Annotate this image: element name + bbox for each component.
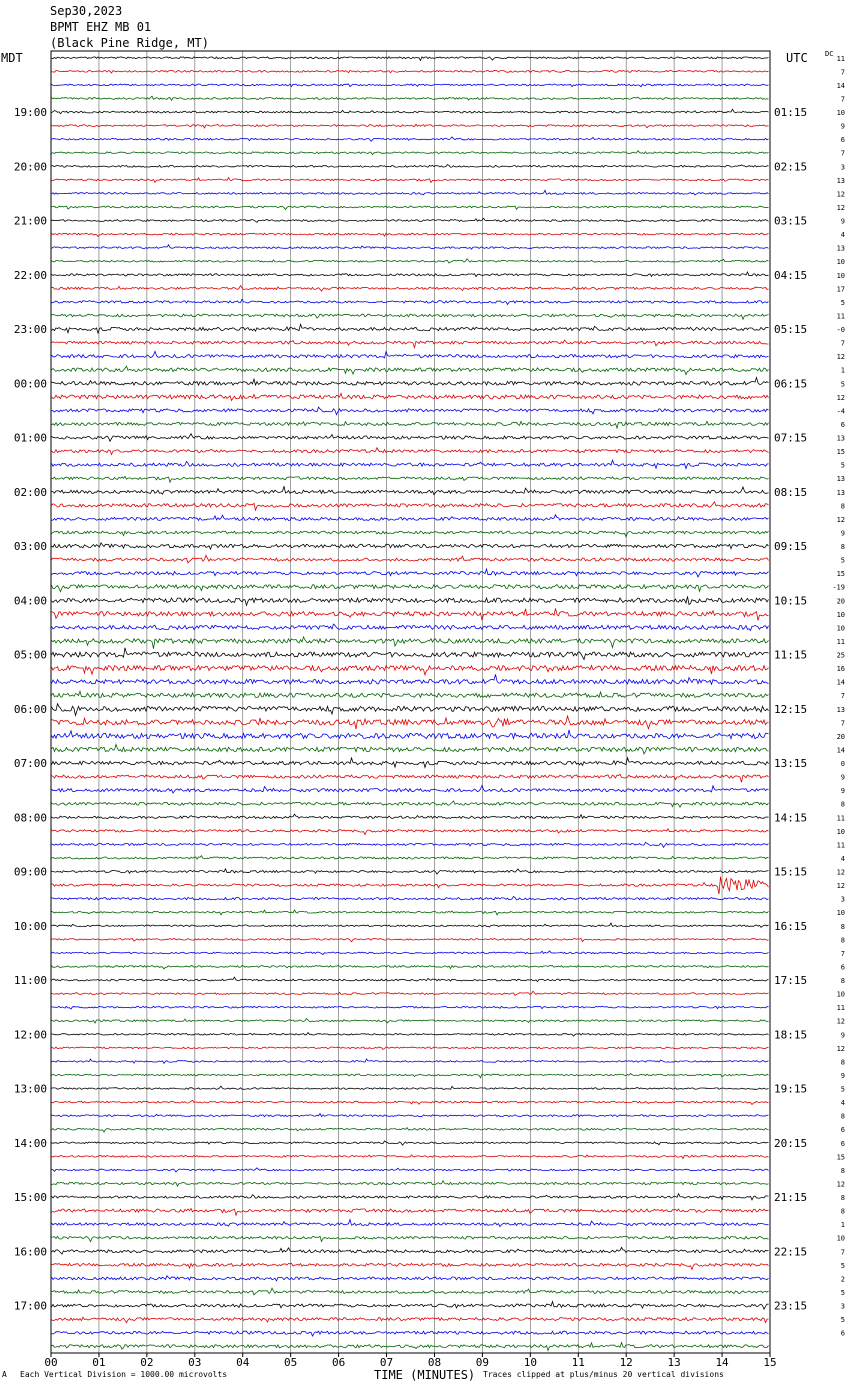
x-axis-ticks: [44, 1353, 776, 1369]
dc-offset-value: -4: [836, 407, 845, 416]
trace-line: [52, 109, 769, 114]
trace-line: [52, 1059, 769, 1063]
trace-line: [52, 165, 769, 168]
trace-line: [52, 1086, 769, 1089]
right-time-label: 10:15: [774, 594, 808, 608]
dc-offset-value: 14: [836, 678, 845, 687]
trace-line: [52, 829, 769, 835]
dc-offset-value: 8: [840, 977, 845, 986]
trace-line: [52, 407, 769, 415]
right-time-label: 22:15: [774, 1245, 808, 1259]
dc-offset-value: 16: [836, 665, 845, 674]
dc-offset-value: -19: [832, 583, 845, 592]
dc-offset-value: 7: [840, 692, 845, 701]
right-time-label: 23:15: [774, 1299, 808, 1313]
dc-offset-value: 1: [840, 366, 845, 375]
dc-offset-value: 6: [840, 136, 845, 145]
right-time-label: 05:15: [774, 323, 808, 337]
seismic-traces: [52, 57, 769, 1351]
dc-offset-value: 5: [840, 380, 845, 389]
trace-line: [52, 730, 769, 739]
left-time-label: 11:00: [13, 974, 47, 988]
trace-line: [52, 814, 769, 818]
trace-line: [52, 1236, 769, 1241]
trace-line: [52, 486, 769, 495]
dc-offset-value: 12: [836, 353, 845, 362]
dc-offset-value: 14: [836, 81, 845, 90]
trace-line: [52, 1208, 769, 1215]
left-time-label: 09:00: [13, 865, 47, 879]
dc-offset-value: 9: [840, 1071, 845, 1080]
trace-line: [52, 1019, 769, 1023]
dc-offset-value: 7: [840, 949, 845, 958]
trace-line: [52, 1302, 769, 1310]
dc-offset-value: 25: [836, 651, 845, 660]
dc-offset-value: 4: [840, 231, 845, 240]
right-time-label: 02:15: [774, 160, 808, 174]
right-time-label: 12:15: [774, 702, 808, 716]
x-tick-label: 03: [188, 1356, 202, 1369]
trace-line: [52, 1247, 769, 1254]
x-tick-label: 05: [284, 1356, 298, 1369]
trace-line: [52, 286, 769, 292]
dc-offset-value: 11: [836, 1004, 845, 1013]
x-tick-label: 14: [715, 1356, 729, 1369]
dc-offset-value: 8: [840, 922, 845, 931]
left-time-label: 17:00: [13, 1299, 47, 1313]
trace-line: [52, 896, 769, 899]
left-time-label: 02:00: [13, 485, 47, 499]
trace-line: [52, 272, 769, 277]
dc-offset-value: 10: [836, 909, 845, 918]
dc-offset-value: 13: [836, 475, 845, 484]
trace-line: [52, 785, 769, 793]
trace-line: [52, 1276, 769, 1281]
dc-offset-value: 7: [840, 339, 845, 348]
dc-offset-value: 10: [836, 258, 845, 267]
trace-line: [52, 1288, 769, 1295]
dc-offset-value: 10: [836, 624, 845, 633]
right-time-label: 07:15: [774, 431, 808, 445]
x-tick-label: 12: [619, 1356, 633, 1369]
trace-line: [52, 1168, 769, 1172]
trace-line: [52, 233, 769, 236]
footer-mark: A: [2, 1370, 7, 1379]
trace-line: [52, 1331, 769, 1336]
trace-line: [52, 637, 769, 649]
trace-line: [52, 218, 769, 222]
trace-line: [52, 869, 769, 874]
trace-line: [52, 434, 769, 442]
trace-line: [52, 259, 769, 263]
dc-offset-value: 8: [840, 502, 845, 511]
trace-line: [52, 393, 769, 400]
dc-offset-value: 11: [836, 312, 845, 321]
right-timezone-label: UTC: [786, 51, 808, 65]
right-time-label: 14:15: [774, 811, 808, 825]
x-tick-label: 00: [44, 1356, 58, 1369]
dc-offset-value: 8: [840, 936, 845, 945]
trace-line: [52, 543, 769, 549]
dc-offset-value: 6: [840, 1139, 845, 1148]
dc-offset-labels: [832, 55, 845, 1338]
left-time-label: 03:00: [13, 540, 47, 554]
trace-line: [52, 1114, 769, 1117]
dc-offset-value: 13: [836, 434, 845, 443]
x-tick-label: 11: [571, 1356, 585, 1369]
dc-offset-value: 7: [840, 68, 845, 77]
dc-offset-value: 8: [840, 543, 845, 552]
dc-offset-value: 10: [836, 1234, 845, 1243]
trace-line: [52, 555, 769, 563]
dc-offset-value: 13: [836, 176, 845, 185]
trace-line: [52, 774, 769, 782]
x-tick-label: 09: [475, 1356, 490, 1369]
trace-line: [52, 624, 769, 630]
dc-offset-value: 15: [836, 570, 845, 579]
left-time-label: 15:00: [13, 1191, 47, 1205]
left-time-labels: [14, 106, 47, 1313]
trace-line: [52, 569, 769, 577]
trace-line: [52, 340, 769, 348]
trace-line: [52, 460, 769, 469]
station-name: BPMT EHZ MB 01: [50, 20, 152, 34]
trace-line: [52, 704, 769, 716]
dc-offset-value: 10: [836, 827, 845, 836]
left-time-label: 23:00: [13, 323, 47, 337]
trace-line: [52, 1343, 769, 1351]
dc-offset-value: 1: [840, 1221, 845, 1230]
dc-offset-value: 9: [840, 1031, 845, 1040]
trace-line: [52, 991, 769, 995]
dc-offset-value: 5: [840, 1261, 845, 1270]
x-tick-label: 07: [379, 1356, 394, 1369]
left-time-label: 06:00: [13, 702, 47, 716]
right-time-label: 21:15: [774, 1191, 808, 1205]
trace-line: [52, 1128, 769, 1133]
left-time-label: 00:00: [13, 377, 47, 391]
dc-offset-value: 5: [840, 1085, 845, 1094]
dc-offset-value: 5: [840, 556, 845, 565]
trace-line: [52, 190, 769, 195]
right-time-label: 13:15: [774, 757, 808, 771]
dc-offset-value: 9: [840, 122, 845, 131]
dc-offset-value: 14: [836, 746, 845, 755]
left-time-label: 21:00: [13, 214, 47, 228]
dc-offset-value: 13: [836, 244, 845, 253]
dc-offset-value: 10: [836, 610, 845, 619]
trace-line: [52, 515, 769, 521]
trace-line: [52, 84, 769, 87]
trace-line: [52, 674, 769, 684]
dc-offset-value: 8: [840, 1058, 845, 1067]
x-tick-label: 08: [427, 1356, 442, 1369]
right-time-label: 11:15: [774, 648, 808, 662]
dc-offset-value: 12: [836, 1017, 845, 1026]
trace-line: [52, 608, 769, 620]
trace-line: [52, 137, 769, 141]
trace-line: [52, 324, 769, 333]
dc-offset-value: 6: [840, 963, 845, 972]
trace-line: [52, 951, 769, 955]
dc-offset-value: 5: [840, 1316, 845, 1325]
right-time-label: 19:15: [774, 1082, 808, 1096]
trace-line: [52, 448, 769, 455]
left-time-label: 14:00: [13, 1136, 47, 1150]
dc-offset-value: 4: [840, 854, 845, 863]
dc-offset-value: 12: [836, 203, 845, 212]
trace-line: [52, 1074, 769, 1078]
dc-offset-value: 9: [840, 217, 845, 226]
dc-offset-value: 8: [840, 1207, 845, 1216]
dc-offset-value: 3: [840, 1302, 845, 1311]
dc-offset-value: 5: [840, 1288, 845, 1297]
dc-offset-value: 12: [836, 393, 845, 402]
dc-offset-value: 10: [836, 271, 845, 280]
trace-line: [52, 57, 769, 61]
right-time-label: 06:15: [774, 377, 808, 391]
trace-line: [52, 596, 769, 605]
trace-line: [52, 206, 769, 210]
dc-offset-value: 10: [836, 990, 845, 999]
trace-line: [52, 314, 769, 319]
left-time-label: 05:00: [13, 648, 47, 662]
dc-offset-value: 12: [836, 1180, 845, 1189]
x-tick-label: 02: [140, 1356, 154, 1369]
right-time-label: 18:15: [774, 1028, 808, 1042]
trace-line: [52, 1100, 769, 1104]
dc-offset-value: 8: [840, 1112, 845, 1121]
dc-offset-value: 8: [840, 1166, 845, 1175]
trace-line: [52, 716, 769, 729]
left-time-label: 12:00: [13, 1028, 47, 1042]
trace-line: [52, 502, 769, 510]
trace-line: [52, 648, 769, 660]
x-tick-label: 15: [763, 1356, 777, 1369]
right-time-labels: [774, 106, 807, 1313]
dc-offset-value: 20: [836, 597, 845, 606]
clip-note: Traces clipped at plus/minus 20 vertical divisions: [483, 1370, 724, 1379]
trace-line: [52, 299, 769, 304]
dc-offset-value: 12: [836, 515, 845, 524]
dc-offset-value: 17: [836, 285, 845, 294]
dc-offset-value: 2: [840, 1275, 845, 1284]
dc-offset-value: 5: [840, 298, 845, 307]
trace-line: [52, 1194, 769, 1200]
left-time-label: 08:00: [13, 811, 47, 825]
trace-line: [52, 366, 769, 374]
right-time-label: 16:15: [774, 919, 808, 933]
scale-note: Each Vertical Division = 1000.00 microvolts: [20, 1370, 228, 1379]
trace-line: [52, 939, 769, 942]
trace-line: [52, 421, 769, 428]
right-time-label: 01:15: [774, 106, 808, 120]
right-time-label: 08:15: [774, 485, 808, 499]
trace-line: [52, 96, 769, 100]
x-tick-label: 10: [523, 1356, 537, 1369]
dc-label: DC: [825, 50, 834, 58]
dc-offset-value: 13: [836, 705, 845, 714]
trace-line: [52, 178, 769, 183]
trace-line: [52, 744, 769, 754]
trace-line: [52, 1006, 769, 1009]
x-tick-label: 01: [92, 1356, 106, 1369]
trace-line: [52, 758, 769, 768]
dc-offset-value: 4: [840, 1099, 845, 1108]
trace-line: [52, 1155, 769, 1159]
dc-offset-value: 11: [836, 637, 845, 646]
dc-offset-value: 12: [836, 190, 845, 199]
dc-offset-value: 8: [840, 1194, 845, 1203]
dc-offset-value: 7: [840, 719, 845, 728]
trace-line: [52, 801, 769, 807]
right-time-label: 20:15: [774, 1136, 808, 1150]
dc-offset-value: 5: [840, 461, 845, 470]
trace-line: [52, 476, 769, 482]
dc-offset-value: 15: [836, 1153, 845, 1162]
dc-offset-value: 11: [836, 814, 845, 823]
trace-line: [52, 1033, 769, 1037]
left-time-label: 20:00: [13, 160, 47, 174]
trace-line: [52, 910, 769, 915]
trace-line: [52, 1220, 769, 1227]
x-tick-label: 13: [667, 1356, 681, 1369]
dc-offset-value: 7: [840, 1248, 845, 1257]
trace-line: [52, 245, 769, 249]
left-time-label: 13:00: [13, 1082, 47, 1096]
dc-offset-value: 6: [840, 1329, 845, 1338]
right-time-label: 03:15: [774, 214, 808, 228]
dc-offset-value: 10: [836, 109, 845, 118]
trace-line: [52, 124, 769, 128]
trace-line: [52, 1263, 769, 1269]
dc-offset-value: 11: [836, 54, 845, 63]
dc-offset-value: 9: [840, 787, 845, 796]
trace-line: [52, 378, 769, 386]
trace-line: [52, 70, 769, 73]
trace-line: [52, 1181, 769, 1186]
left-time-label: 07:00: [13, 757, 47, 771]
left-time-label: 16:00: [13, 1245, 47, 1259]
x-tick-label: 04: [236, 1356, 250, 1369]
station-date: Sep30,2023: [50, 4, 123, 18]
trace-line: [52, 842, 769, 847]
trace-line: [52, 923, 769, 927]
dc-offset-value: 6: [840, 1126, 845, 1135]
plot-frame: [51, 51, 770, 1353]
dc-offset-value: 11: [836, 841, 845, 850]
trace-line: [52, 977, 769, 982]
trace-line: [52, 691, 769, 697]
dc-offset-value: 9: [840, 529, 845, 538]
left-time-label: 19:00: [13, 106, 47, 120]
left-timezone-label: MDT: [1, 51, 23, 65]
dc-offset-value: 7: [840, 149, 845, 158]
dc-offset-value: 15: [836, 448, 845, 457]
trace-line: [52, 966, 769, 969]
dc-offset-value: 12: [836, 1044, 845, 1053]
trace-line: [52, 666, 769, 675]
dc-offset-value: 7: [840, 95, 845, 104]
dc-offset-value: 13: [836, 488, 845, 497]
dc-offset-value: -0: [836, 326, 845, 335]
dc-offset-value: 9: [840, 773, 845, 782]
left-time-label: 01:00: [13, 431, 47, 445]
dc-offset-value: 3: [840, 895, 845, 904]
left-time-label: 22:00: [13, 268, 47, 282]
dc-offset-value: 12: [836, 882, 845, 891]
left-time-label: 04:00: [13, 594, 47, 608]
dc-offset-value: 3: [840, 163, 845, 172]
minute-gridlines: [99, 51, 722, 1353]
trace-line: [52, 877, 769, 894]
trace-line: [52, 531, 769, 537]
right-time-label: 09:15: [774, 540, 808, 554]
x-axis-title: TIME (MINUTES): [374, 1368, 476, 1382]
trace-line: [52, 351, 769, 358]
station-location: (Black Pine Ridge, MT): [50, 36, 209, 50]
right-time-label: 04:15: [774, 268, 808, 282]
trace-line: [52, 1141, 769, 1145]
dc-offset-value: 20: [836, 732, 845, 741]
trace-line: [52, 585, 769, 592]
right-time-label: 15:15: [774, 865, 808, 879]
trace-line: [52, 1317, 769, 1323]
right-time-label: 17:15: [774, 974, 808, 988]
dc-offset-value: 12: [836, 868, 845, 877]
trace-line: [52, 856, 769, 859]
left-time-label: 10:00: [13, 919, 47, 933]
dc-offset-value: 8: [840, 800, 845, 809]
trace-line: [52, 151, 769, 155]
trace-line: [52, 1047, 769, 1049]
x-tick-label: 06: [331, 1356, 346, 1369]
dc-offset-value: 0: [840, 760, 845, 769]
dc-offset-value: 6: [840, 420, 845, 429]
